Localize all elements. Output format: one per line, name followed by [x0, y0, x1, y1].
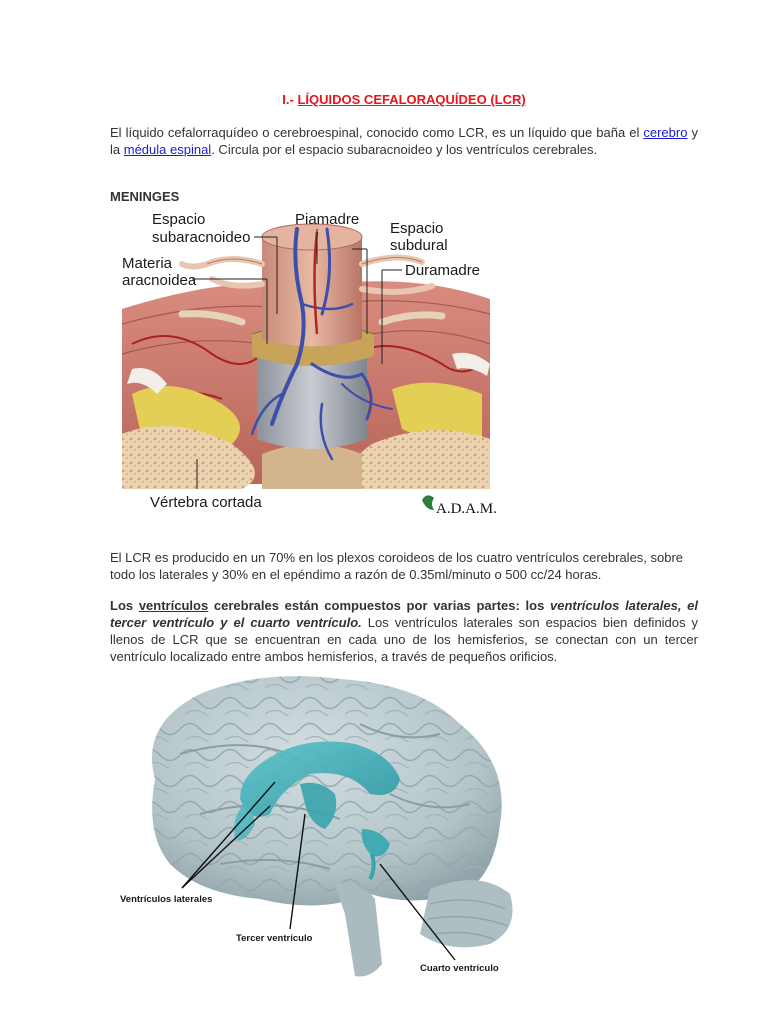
label-tercer-ventriculo: Tercer ventrículo [236, 933, 313, 944]
ventricles-paragraph [110, 597, 698, 665]
ventricles-lead-a: Los [110, 598, 134, 613]
page-title [110, 92, 698, 107]
ventricles-rest: Los ventrículos laterales son espacios bien definidos y llenos de LCR que se encuentran en cada uno de los hemisferios, se conectan con un tercer ventrículo localizado entre ambos hemisferios, a través de pequeños orificios. [110, 615, 699, 664]
intro-text-a: El líquido cefalorraquídeo o cerebroespinal, conocido como LCR, es un líquido que baña el [110, 125, 640, 140]
label-espacio-subdural-2: subdural [390, 237, 448, 254]
link-cerebro[interactable]: cerebro [643, 125, 688, 140]
title-prefix: I.- [282, 92, 294, 107]
adam-logo-text: A.D.A.M. [436, 501, 497, 517]
label-materia-aracnoidea-2: aracnoidea [122, 272, 197, 289]
intro-text-b: y la [110, 125, 698, 157]
meninges-illustration [112, 204, 512, 520]
brain-ventricles-illustration [100, 664, 520, 984]
label-espacio-subdural-1: Espacio [390, 220, 444, 237]
label-ventriculos-laterales: Ventrículos laterales [120, 894, 213, 905]
label-espacio-subaracnoideo-2: subaracnoideo [152, 229, 251, 246]
intro-text-c: . Circula por el espacio subaracnoideo y los ventrículos cerebrales. [211, 142, 598, 157]
ventricles-italic-1: ventrículos laterales, el tercer ventrículo [110, 598, 698, 630]
label-piamadre: Piamadre [295, 211, 360, 228]
ventricles-and: y el [220, 615, 245, 630]
ventricles-lead-b: cerebrales están compuestos por varias partes: los [213, 598, 545, 613]
label-cuarto-ventriculo: Cuarto ventrículo [420, 963, 499, 974]
label-vertebra-cortada: Vértebra cortada [150, 494, 262, 511]
label-duramadre: Duramadre [405, 262, 481, 279]
production-paragraph: El LCR es producido en un 70% en los plexos coroideos de los cuatro ventrículos cerebrales, sobre todo los laterales y 30% en el epéndimo a razón de 0.35ml/minuto o 500 cc/24 horas. [110, 550, 684, 582]
meninges-heading: MENINGES [110, 189, 180, 204]
ventricles-italic-2: cuarto ventrículo. [250, 615, 362, 630]
label-materia-aracnoidea-1: Materia [122, 255, 173, 272]
title-main: LÍQUIDOS CEFALORAQUÍDEO (LCR) [297, 92, 526, 107]
intro-paragraph [110, 124, 698, 158]
link-medula-espinal[interactable]: médula espinal [123, 142, 212, 157]
label-espacio-subaracnoideo-1: Espacio [152, 211, 206, 228]
link-ventriculos[interactable]: ventrículos [138, 598, 209, 613]
